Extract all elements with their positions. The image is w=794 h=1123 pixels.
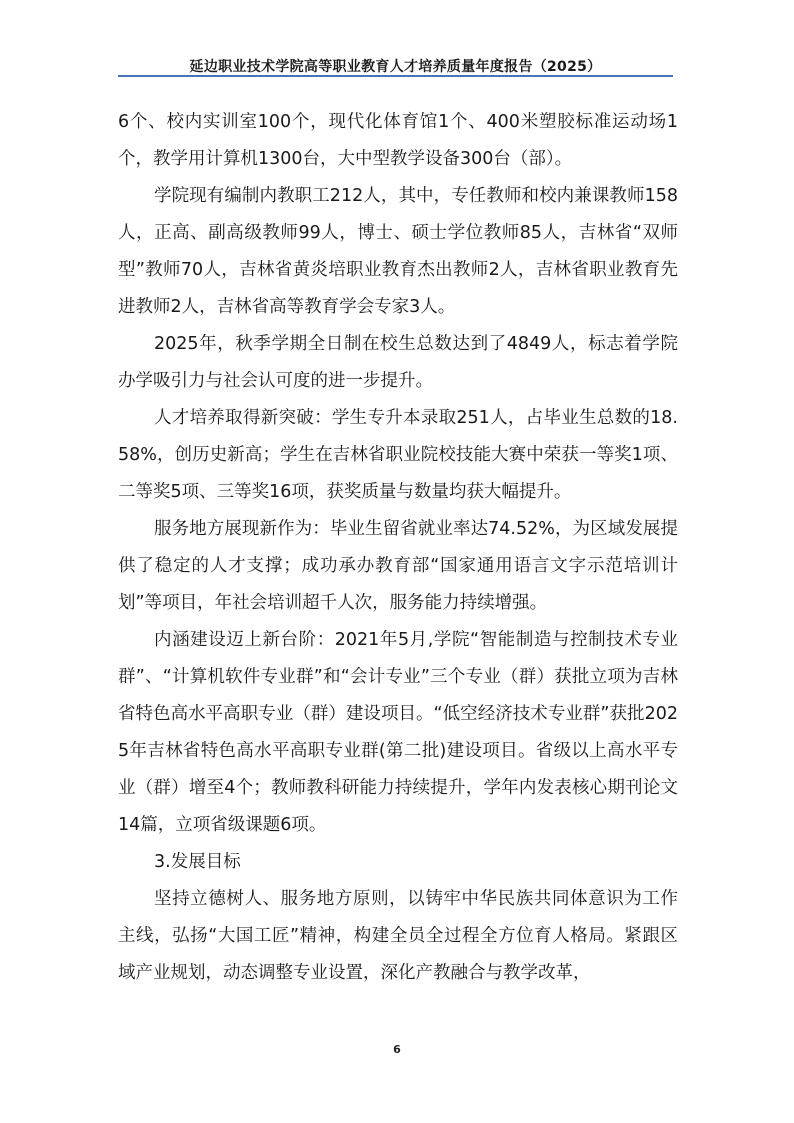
paragraph-staff: 学院现有编制内教职工212人，其中，专任教师和校内兼课教师158人，正高、副高级教师99人，博士、硕士学位教师85人，吉林省“双师型”教师70人，吉林省黄炎培职业教育杰出教师2人，吉林省职业教育先进教师2人，吉林省高等教育学会专家3人。 (118, 186, 678, 317)
paragraph-connotation-building: 内涵建设迈上新台阶：2021年5月,学院“智能制造与控制技术专业群”、“计算机软件专业群”和“会计专业”三个专业（群）获批立项为吉林省特色高水平高职专业（群）建设项目。“低空经济技术专业群”获批2025年吉林省特色高水平高职专业群(第二批)建设项目。省级以上高水平专业（群）增至4个；教师教科研能力持续提升，学年内发表核心期刊论文14篇，立项省级课题6项。 (118, 630, 678, 835)
document-body (118, 104, 678, 992)
paragraph-talent-training: 人才培养取得新突破：学生专升本录取251人，占毕业生总数的18.58%，创历史新高；学生在吉林省职业院校技能大赛中荣获一等奖1项、二等奖5项、三等奖16项，获奖质量与数量均获大幅提升。 (118, 408, 678, 502)
page-number: 6 (393, 1043, 401, 1056)
paragraph-local-service: 服务地方展现新作为：毕业生留省就业率达74.52%，为区域发展提供了稳定的人才支撑；成功承办教育部“国家通用语言文字示范培训计划”等项目，年社会培训超千人次，服务能力持续增强。 (118, 519, 678, 613)
paragraph-development-goals: 坚持立德树人、服务地方原则，以铸牢中华民族共同体意识为工作主线，弘扬“大国工匠”精神，构建全员全过程全方位育人格局。紧跟区域产业规划，动态调整专业设置，深化产教融合与教学改革， (118, 889, 678, 983)
paragraph-enrollment: 2025年，秋季学期全日制在校生总数达到了4849人，标志着学院办学吸引力与社会认可度的进一步提升。 (118, 334, 678, 391)
running-header-title: 延边职业技术学院高等职业教育人才培养质量年度报告（2025） (189, 59, 602, 75)
paragraph-facilities-continued: 6个、校内实训室100个，现代化体育馆1个、400米塑胶标准运动场1个，教学用计算机1300台，大中型教学设备300台（部）。 (118, 112, 678, 169)
section-heading-development-goals: 3.发展目标 (154, 852, 241, 872)
header-divider (118, 75, 673, 77)
